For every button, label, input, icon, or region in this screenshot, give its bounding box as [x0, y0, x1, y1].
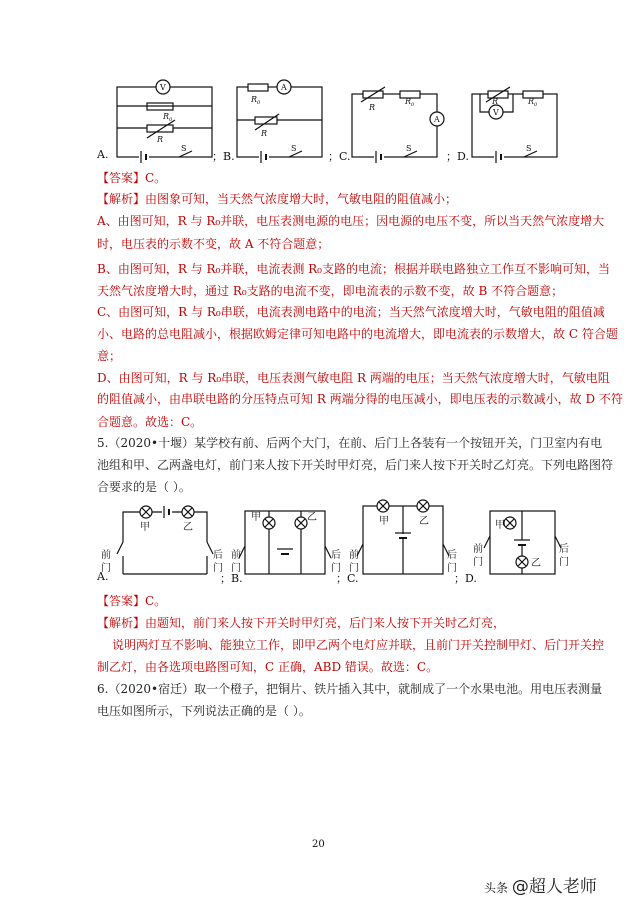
q5-answer: 【答案】C。: [97, 594, 167, 608]
q5-option-c: ；C.: [336, 572, 359, 585]
q6-question-line: 电压如图所示，下列说法正确的是（ ）。: [97, 704, 311, 718]
q5-question-line: 5.（2020•十堰）某学校有前、后两个大门，在前、后门上各装有一个按钮开关，门卫室内有电: [97, 436, 603, 450]
svg-text:甲: 甲: [251, 512, 261, 523]
q5-analysis-line: 【解析】由题知，前门来人按下开关时甲灯亮，后门来人按下开关时乙灯亮，: [97, 616, 506, 630]
svg-text:R: R: [261, 129, 268, 138]
q4-circuit-c: [352, 87, 444, 163]
svg-text:后: 后: [213, 550, 223, 561]
svg-text:R0: $R_0$: [163, 112, 173, 123]
svg-text:门: 门: [213, 563, 223, 574]
watermark: [484, 872, 597, 897]
svg-text:R: R: [492, 97, 499, 106]
q5-circuits: [95, 496, 569, 586]
q4-answer: 【答案】C。: [97, 171, 167, 185]
svg-text:V: V: [493, 108, 499, 117]
svg-text:门: 门: [101, 563, 111, 574]
svg-text:甲: 甲: [140, 522, 150, 533]
q5-circuit-a: [117, 506, 213, 574]
svg-text:V: V: [160, 83, 166, 92]
q4-option-a: A.: [97, 148, 109, 161]
q5-circuit-c: [357, 500, 449, 574]
svg-text:门: 门: [231, 563, 241, 574]
q4-circuit-b: [237, 80, 322, 163]
svg-text:S: S: [406, 144, 412, 153]
svg-text:甲: 甲: [495, 520, 505, 531]
svg-text:前: 前: [349, 550, 359, 561]
q4-analysis-line: 的阻值减小，由串联电路的分压特点可知 R 两端分得的电压减小，即电压表的示数减小，故 D 不符: [97, 392, 623, 406]
svg-text:门: 门: [559, 557, 569, 568]
q5-option-a: A.: [97, 570, 109, 583]
svg-text:后: 后: [331, 550, 341, 561]
svg-text:R0: $R_0$: [528, 97, 538, 108]
svg-text:S: S: [291, 144, 297, 153]
q4-option-b: ；B.: [212, 150, 235, 163]
q4-analysis-line: 时，电压表的示数不变，故 A 不符合题意；: [97, 237, 330, 251]
svg-text:甲: 甲: [379, 516, 389, 527]
q4-analysis-line: B、由图可知，R 与 R₀并联，电流表测 R₀支路的电流；根据并联电路独立工作互不影响可知，当: [97, 262, 610, 276]
svg-text:R0: $R_0$: [251, 95, 261, 106]
svg-text:A: A: [281, 83, 287, 92]
q5-analysis-line: 制乙灯，由各选项电路图可知，C 正确，ABD 错误。故选：C。: [97, 660, 439, 674]
svg-text:前: 前: [101, 550, 111, 561]
q4-analysis-line: 天然气浓度增大时，通过 R₀支路的电流不变，即电流表的示数不变，故 B 不符合题意；: [97, 284, 564, 298]
svg-text:S: S: [181, 144, 187, 153]
q4-circuit-a: [117, 80, 212, 163]
svg-text:乙: 乙: [531, 558, 541, 569]
watermark-prefix: 头条: [484, 881, 512, 895]
svg-text:R0: $R_0$: [405, 97, 415, 108]
svg-text:门: 门: [349, 563, 359, 574]
svg-text:乙: 乙: [307, 512, 317, 523]
page-number: 20: [312, 839, 325, 850]
svg-text:R: R: [157, 135, 164, 144]
svg-text:门: 门: [447, 563, 457, 574]
q5-question-line: 合要求的是（ ）。: [97, 480, 191, 494]
svg-text:门: 门: [331, 563, 341, 574]
q4-circuit-d: [472, 87, 557, 163]
q4-analysis-line: C、由图可知，R 与 R₀串联，电流表测电路中的电流；当天然气浓度增大时，气敏电阻的阻值减: [97, 305, 605, 319]
q4-analysis-line: D、由图可知，R 与 R₀串联，电压表测气敏电阻 R 两端的电压；当天然气浓度增大时，气敏电阻: [97, 371, 610, 385]
svg-text:门: 门: [473, 557, 483, 568]
svg-text:R: R: [369, 103, 376, 112]
q5-option-b: ；B.: [220, 572, 243, 585]
svg-text:乙: 乙: [183, 522, 193, 533]
svg-text:后: 后: [559, 544, 569, 555]
q5-question-line: 池组和甲、乙两盏电灯，前门来人按下开关时甲灯亮，后门来人按下开关时乙灯亮。下列电路图符: [97, 458, 614, 472]
q4-analysis-line: 意；: [97, 349, 122, 363]
q5-option-d: ；D.: [454, 572, 477, 585]
svg-text:A: A: [434, 115, 440, 124]
svg-text:后: 后: [447, 550, 457, 561]
svg-text:前: 前: [231, 550, 241, 561]
q4-analysis-line: A、由图可知，R 与 R₀并联，电压表测电源的电压；因电源的电压不变，所以当天然气浓度增大: [97, 214, 605, 228]
q4-option-d: ；D.: [446, 150, 469, 163]
watermark-handle: @超人老师: [511, 877, 597, 897]
svg-text:乙: 乙: [419, 516, 429, 527]
q6-question-line: 6.（2020•宿迁）取一个橙子，把铜片、铁片插入其中，就制成了一个水果电池。用电压表测量: [97, 682, 603, 696]
q4-analysis-line: 【解析】由图象可知，当天然气浓度增大时，气敏电阻的阻值减小；: [97, 192, 458, 206]
svg-text:前: 前: [473, 544, 483, 555]
q5-analysis-line: 说明两灯互不影响、能独立工作，即甲乙两个电灯应并联，且前门开关控制甲灯、后门开关控: [112, 638, 605, 652]
q4-analysis-line: 小、电路的总电阻减小，根据欧姆定律可知电路中的电流增大，即电流表的示数增大，故 C 符合题: [97, 327, 618, 341]
q4-analysis-line: 合题意。故选：C。: [97, 415, 203, 429]
q4-option-c: ；C.: [328, 150, 351, 163]
svg-text:S: S: [526, 144, 532, 153]
